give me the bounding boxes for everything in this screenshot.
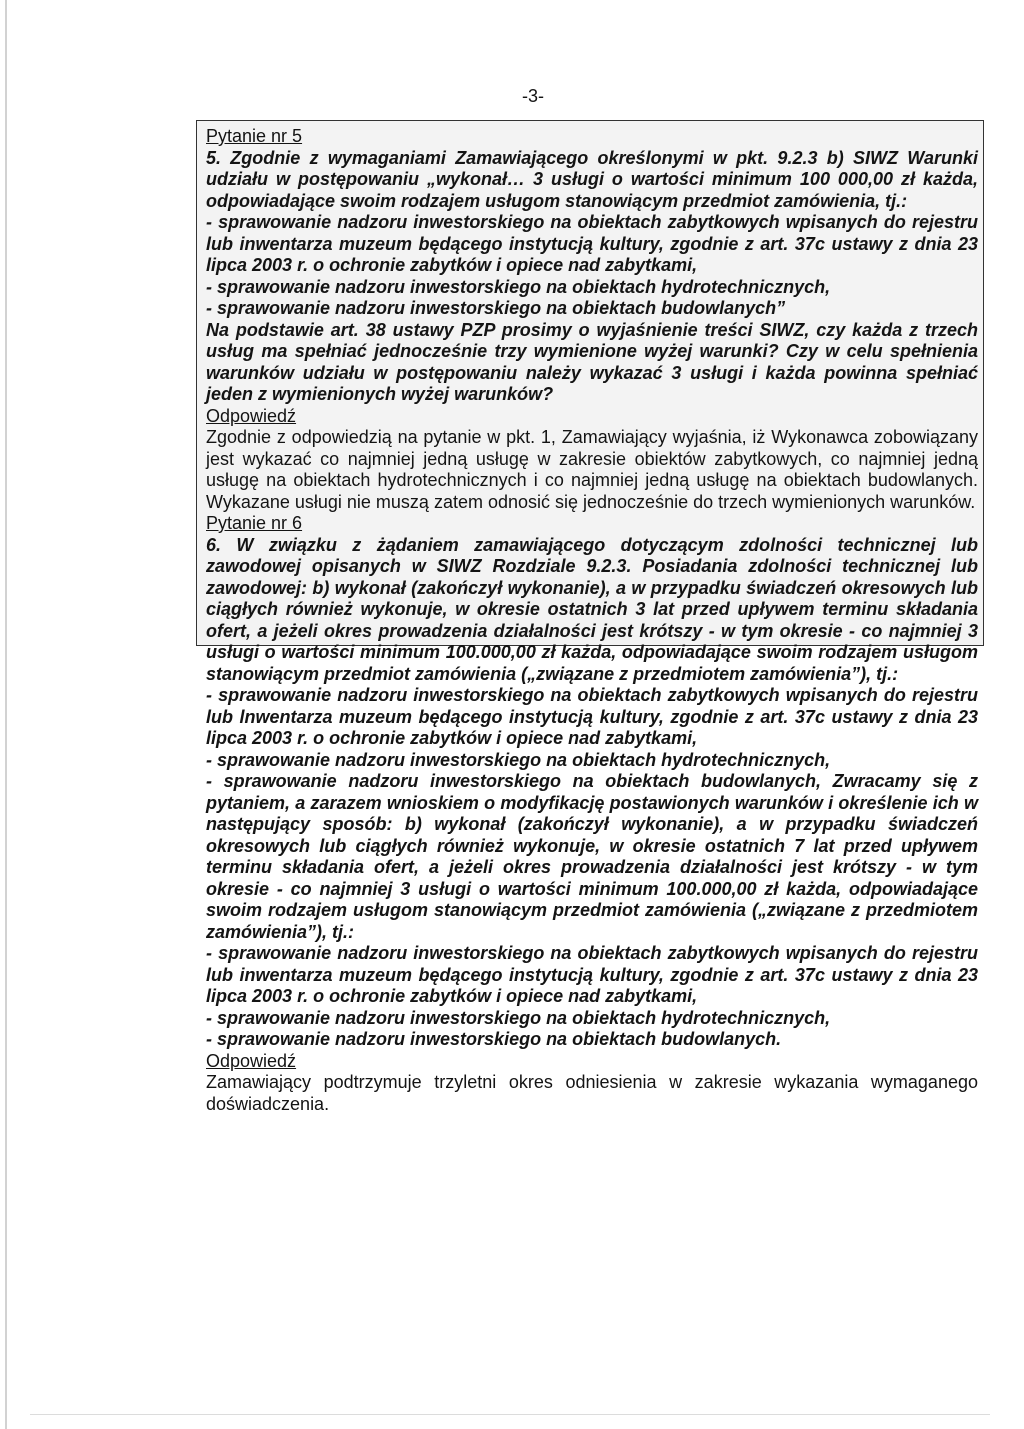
question-6-item-building-request: - sprawowanie nadzoru inwestorskiego na obiektach budowlanych, Zwracamy się z pytaniem, a zarazem wnioskiem o modyfikację postawionych warunków i określenie ich w następujący sposób: b) wykonał (zakończył wykonanie), a w przypadku świadczeń okresowych lub ciągłych również wykonuje, w okresie ostatnich 7 lat przed upływem terminu składania ofert, a jeżeli okres prowadzenia działalności jest krótszy - w tym okresie - co najmniej 3 usługi o wartości minimum 100.000,00 zł każda, odpowiadające swoim rodzajem usługom stanowiącym przedmiot zamówienia („związane z przedmiotem zamówienia”), tj.: [206, 771, 978, 942]
question-6-proposed-item-heritage: - sprawowanie nadzoru inwestorskiego na obiektach zabytkowych wpisanych do rejestru lub inwentarza muzeum będącego instytucją kultury, zgodnie z art. 37c ustawy z dnia 23 lipca 2003 r. o ochronie zabytków i opiece nad zabytkami, [206, 943, 978, 1006]
question-6-heading: Pytanie nr 6 [206, 513, 303, 533]
answer-5-text: Zgodnie z odpowiedzią na pytanie w pkt. 1, Zamawiający wyjaśnia, iż Wykonawca zobowiązany jest wykazać co najmniej jedną usługę w zakresie obiektów zabytkowych, co najmniej jedną usługę na obiektach hydrotechnicznych i co najmniej jedną usługę na obiektach budowlanych. Wykazane usługi nie muszą zatem odnosić się jednocześnie do trzech wymienionych warunków. [206, 427, 978, 512]
question-6-text: 6. W związku z żądaniem zamawiającego dotyczącym zdolności technicznej lub zawodowej opisanych w SIWZ Rozdziale 9.2.3. Posiadania zdolności technicznej lub zawodowej: b) wykonał (zakończył wykonanie), a w przypadku świadczeń okresowych lub ciągłych również wykonuje, w okresie ostatnich 3 lat przed upływem terminu składania ofert, a jeżeli okres prowadzenia działalności jest krótszy - w tym okresie - co najmniej 3 usługi o wartości minimum 100.000,00 zł każda, odpowiadające swoim rodzajem usługom stanowiącym przedmiot zamówienia („związane z przedmiotem zamówienia”), tj.: [206, 534, 978, 684]
question-5-item-building: - sprawowanie nadzoru inwestorskiego na obiektach budowlanych” [206, 298, 786, 318]
question-6-proposed-item-hydro: - sprawowanie nadzoru inwestorskiego na obiektach hydrotechnicznych, [206, 1007, 831, 1028]
answer-6-heading: Odpowiedź [206, 1050, 297, 1071]
scan-edge [5, 0, 7, 1429]
document-body [206, 126, 978, 1115]
question-5-request: Na podstawie art. 38 ustawy PZP prosimy o wyjaśnienie treści SIWZ, czy każda z trzech usług ma spełniać jednocześnie trzy wymienione wyżej warunki? Czy w celu spełnienia warunków udziału w postępowaniu należy wykazać 3 usługi i każda powinna spełniać jeden z wymienionych wyżej warunków? [206, 319, 978, 404]
answer-5-heading: Odpowiedź [206, 405, 297, 426]
answer-6-text: Zamawiający podtrzymuje trzyletni okres odniesienia w zakresie wykazania wymaganego doświadczenia. [206, 1072, 978, 1114]
footer-rule [30, 1414, 990, 1415]
question-5-text: 5. Zgodnie z wymaganiami Zamawiającego określonymi w pkt. 9.2.3 b) SIWZ Warunki udziału w postępowaniu „wykonał… 3 usługi o wartości minimum 100 000,00 zł każda, odpowiadające swoim rodzajem usługom stanowiącym przedmiot zamówienia, tj.: [206, 147, 978, 211]
question-6-proposed-item-building: - sprawowanie nadzoru inwestorskiego na obiektach budowlanych. [206, 1029, 782, 1049]
question-5-item-hydro: - sprawowanie nadzoru inwestorskiego na obiektach hydrotechnicznych, [206, 276, 831, 297]
page-number: -3- [522, 86, 544, 106]
question-6-item-hydro: - sprawowanie nadzoru inwestorskiego na obiektach hydrotechnicznych, [206, 749, 831, 770]
question-5-item-heritage: - sprawowanie nadzoru inwestorskiego na obiektach zabytkowych wpisanych do rejestru lub inwentarza muzeum będącego instytucją kultury, zgodnie z art. 37c ustawy z dnia 23 lipca 2003 r. o ochronie zabytków i opiece nad zabytkami, [206, 212, 978, 275]
question-6-item-heritage: - sprawowanie nadzoru inwestorskiego na obiektach zabytkowych wpisanych do rejestru lub lnwentarza muzeum będącego instytucją kultury, zgodnie z art. 37c ustawy z dnia 23 lipca 2003 r. o ochronie zabytków i opiece nad zabytkami, [206, 685, 978, 748]
question-5-heading: Pytanie nr 5 [206, 126, 303, 146]
